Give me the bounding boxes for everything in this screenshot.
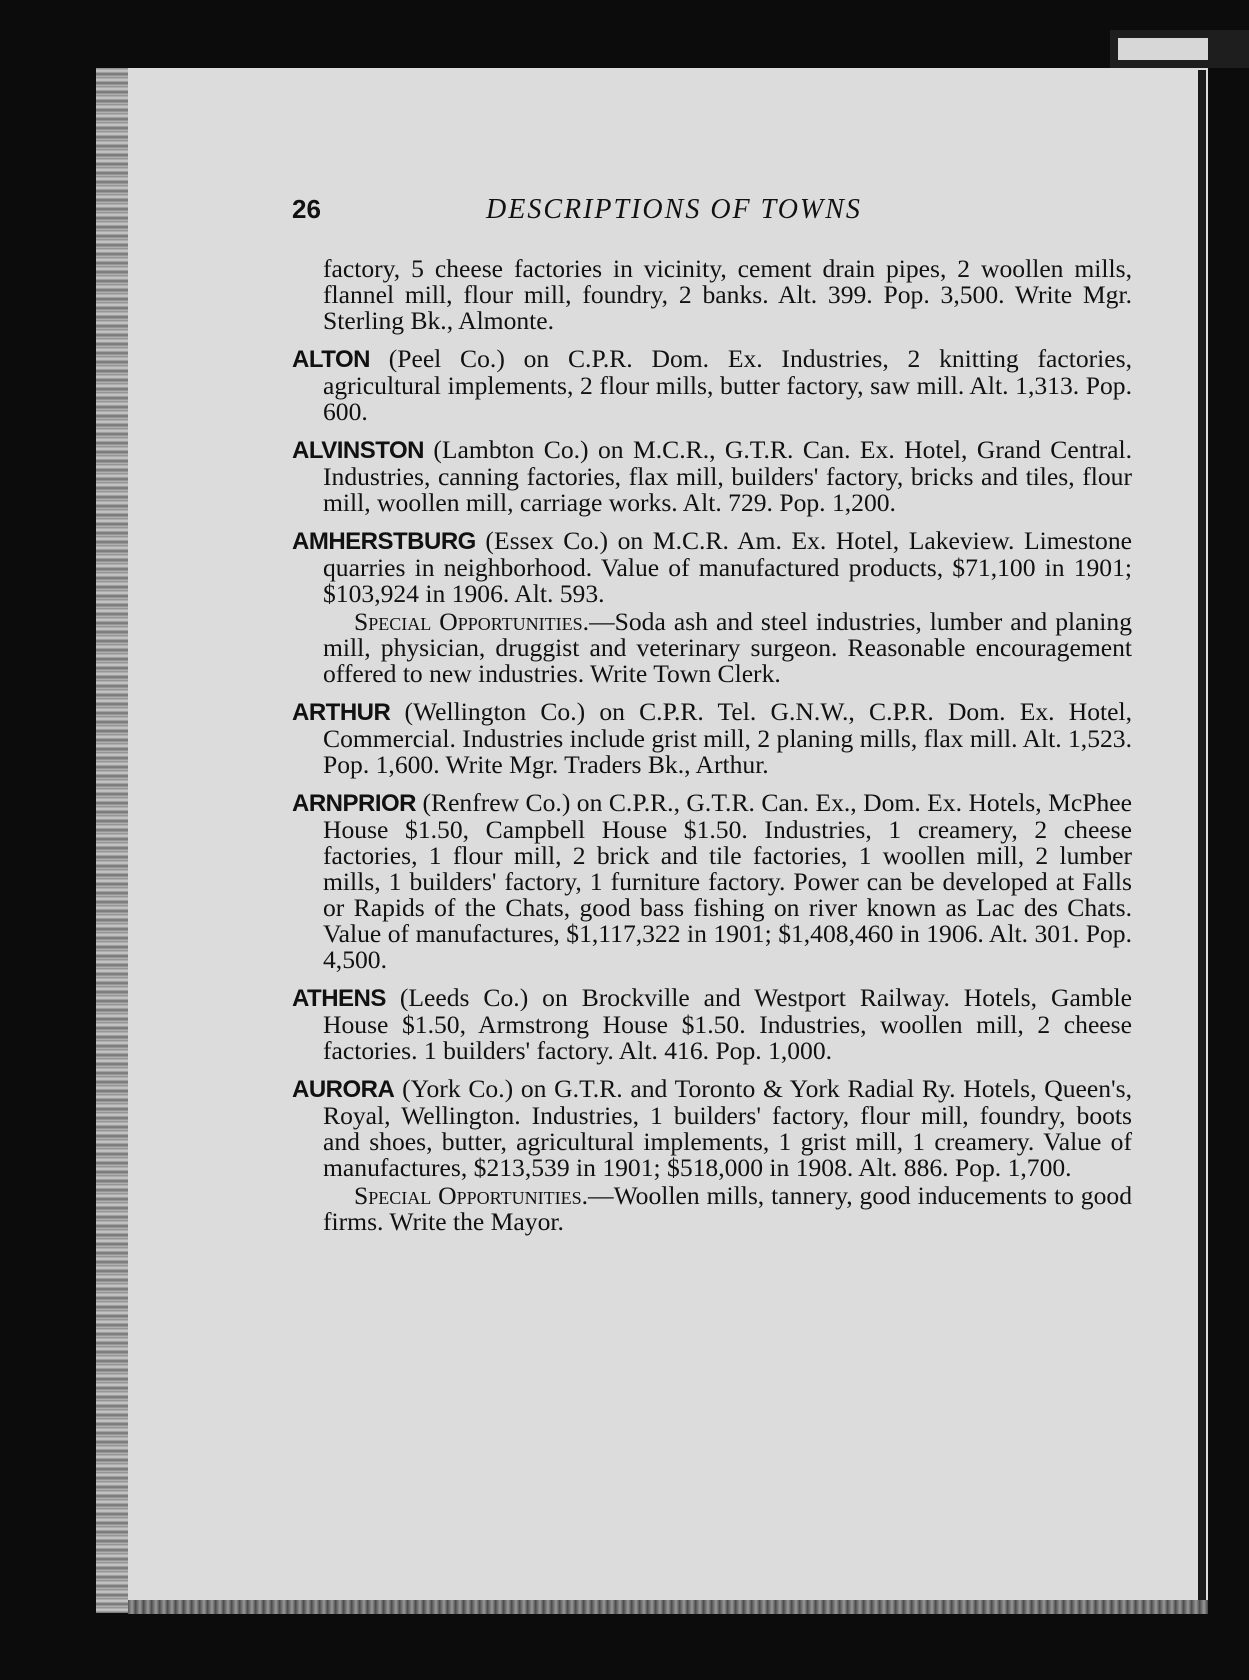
town-entry-alvinston — [292, 437, 1132, 516]
special-label: Special Opportunities. — [354, 607, 590, 636]
town-name: ARTHUR — [292, 699, 391, 726]
book-binding — [96, 68, 130, 1613]
page-number: 26 — [292, 194, 321, 224]
town-description: (Wellington Co.) on C.P.R. Tel. G.N.W., C.P.R. Dom. Ex. Hotel, Commercial. Industries include grist mill, 2 planing mills, flax mill. Alt. 1,523. Pop. 1,600. Write Mgr. Traders Bk., Arthur. — [323, 697, 1132, 779]
town-description: (Peel Co.) on C.P.R. Dom. Ex. Industries, 2 knitting factories, agricultural implements, 2 flour mills, butter factory, saw mill. Alt. 1,313. Pop. 600. — [323, 344, 1132, 426]
town-name: ARNPRIOR — [292, 790, 417, 817]
town-name: AURORA — [292, 1076, 395, 1103]
town-entry-alton — [292, 346, 1132, 425]
town-descriptions — [292, 256, 1132, 1247]
page-edge — [1198, 70, 1206, 1610]
facing-page-strip — [1118, 38, 1208, 60]
running-title: DESCRIPTIONS OF TOWNS — [486, 194, 862, 225]
special-label: Special Opportunities. — [354, 1181, 588, 1210]
town-description: (York Co.) on G.T.R. and Toronto & York Radial Ry. Hotels, Queen's, Royal, Wellington. Industries, 1 builders' factory, flour mill, foundry, boots and shoes, butter, agricultural implements, 1 grist mill, 1 creamery. Value of manufactures, $213,539 in 1901; $518,000 in 1908. Alt. 886. Pop. 1,700. — [323, 1074, 1132, 1182]
town-entry-arthur — [292, 699, 1132, 778]
special-opportunities — [292, 1183, 1132, 1235]
town-description: (Leeds Co.) on Brockville and Westport Railway. Hotels, Gamble House $1.50, Armstrong House $1.50. Industries, woollen mill, 2 cheese factories. 1 builders' factory. Alt. 416. Pop. 1,000. — [323, 983, 1132, 1065]
page-bottom-edge — [128, 1600, 1208, 1614]
town-description: (Essex Co.) on M.C.R. Am. Ex. Hotel, Lakeview. Limestone quarries in neighborhood. Value of manufactured products, $71,100 in 1901; $103,924 in 1906. Alt. 593. — [323, 526, 1132, 608]
town-description: (Renfrew Co.) on C.P.R., G.T.R. Can. Ex., Dom. Ex. Hotels, McPhee House $1.50, Campbell House $1.50. Industries, 1 creamery, 2 cheese factories, 1 flour mill, 2 brick and tile factories, 1 woollen mill, 2 lumber mills, 1 builders' factory, 1 furniture factory. Power can be developed at Falls or Rapids of the Chats, good bass fishing on river known as Lac des Chats. Value of manufactures, $1,117,322 in 1901; $1,408,460 in 1906. Alt. 301. Pop. 4,500. — [323, 788, 1132, 974]
town-name: ALVINSTON — [292, 437, 424, 464]
town-entry-arnprior — [292, 790, 1132, 973]
town-entry-aurora — [292, 1076, 1132, 1235]
town-name: ALTON — [292, 346, 370, 373]
town-name: ATHENS — [292, 985, 386, 1012]
town-description: (Lambton Co.) on M.C.R., G.T.R. Can. Ex. Hotel, Grand Central. Industries, canning factories, flax mill, builders' factory, bricks and tiles, flour mill, woollen mill, carriage works. Alt. 729. Pop. 1,200. — [323, 435, 1132, 517]
town-name: AMHERSTBURG — [292, 528, 476, 555]
town-entry-athens — [292, 985, 1132, 1064]
special-text: —Woollen mills, tannery, good inducements to good firms. Write the Mayor. — [323, 1181, 1132, 1236]
special-text: —Soda ash and steel industries, lumber and planing mill, physician, druggist and veterinary surgeon. Reasonable encouragement offered to new industries. Write Town Clerk. — [323, 607, 1132, 688]
continued-entry-text: factory, 5 cheese factories in vicinity, cement drain pipes, 2 woollen mills, flannel mill, flour mill, foundry, 2 banks. Alt. 399. Pop. 3,500. Write Mgr. Sterling Bk., Almonte. — [323, 254, 1132, 335]
page-header — [292, 194, 1132, 234]
town-entry-amherstburg — [292, 528, 1132, 687]
special-opportunities — [292, 609, 1132, 687]
